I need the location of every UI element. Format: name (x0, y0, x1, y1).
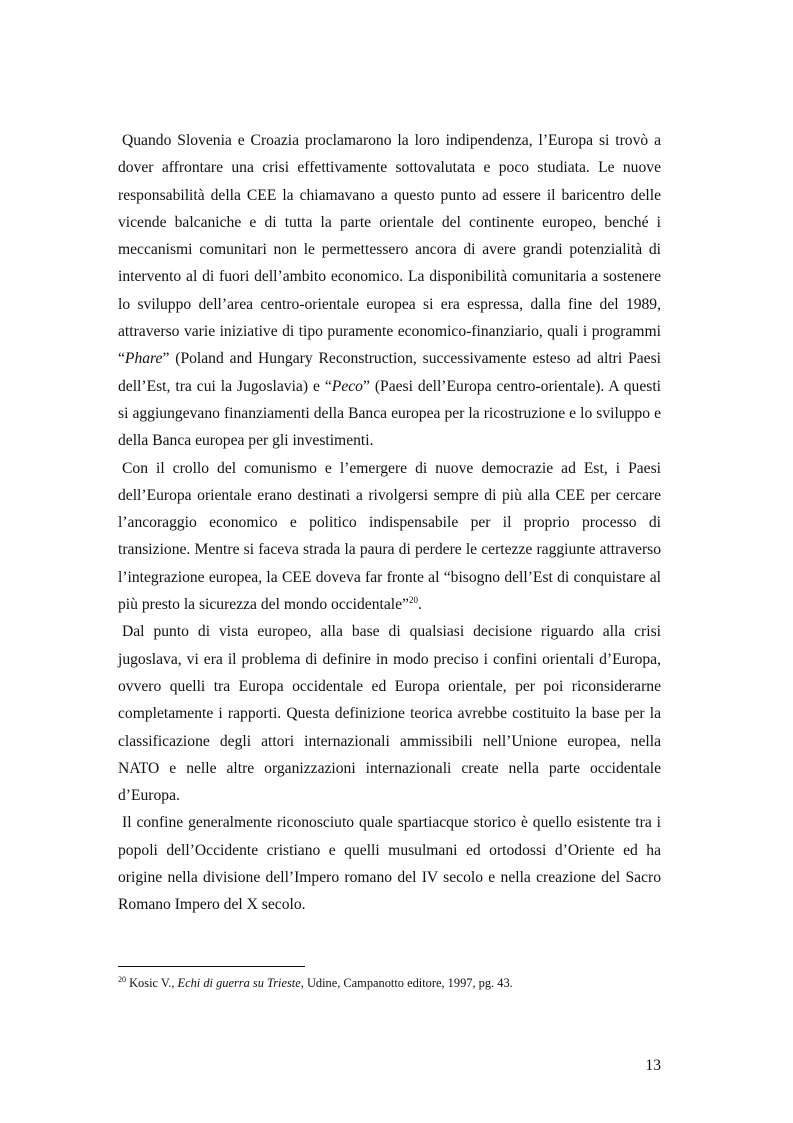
paragraph-3-text: Dal punto di vista europeo, alla base di qualsiasi decisione riguardo alla crisi jugoslava, vi era il problema di definire in modo preciso i confini orientali d’Europa, ovvero quelli tra Europa occidentale ed Europa orientale, per poi riconsiderarne completamente i rapporti. Questa definizione teorica avrebbe costituito la base per la classificazione degli attori internazionali ammissibili nell’Unione europea, nella NATO e nelle altre organizzazioni internazionali create nella parte occidentale d’Europa. (118, 623, 661, 805)
paragraph-1-text-b: ” (Poland and Hungary Reconstruction, successivamente esteso ad altri Paesi dell’Est, tra cui la Jugoslavia) e “ (118, 350, 661, 395)
paragraph-2-tail: . (417, 596, 422, 614)
footnote-reference[interactable]: 20 (408, 594, 418, 605)
paragraph-3 (118, 618, 661, 809)
footnote-details: , Udine, Campanotto editore, 1997, pg. 43. (300, 976, 513, 990)
footnote-number: 20 (118, 974, 126, 984)
peco-program-name: Peco (331, 377, 363, 395)
footnote (118, 975, 661, 991)
footnote-author: Kosic V. (126, 976, 172, 990)
paragraph-1-text-c: ” (Paesi dell’Europa centro-orientale). A questi si aggiungevano finanziamenti della Banca europea per la ricostruzione e lo sviluppo e della Banca europea per gli investimenti. (118, 377, 661, 450)
footnote-separator (118, 966, 305, 967)
paragraph-4 (118, 809, 661, 918)
page-number: 13 (645, 1057, 661, 1074)
phare-program-name: Phare (124, 350, 163, 368)
paragraph-1-text-a: Quando Slovenia e Croazia proclamarono la loro indipendenza, l’Europa si trovò a dover affrontare una crisi effettivamente sottovalutata e poco studiata. Le nuove responsabilità della CEE la chiamavano a questo punto ad essere il baricentro delle vicende balcaniche e di tutta la parte orientale del continente europeo, benché i meccanismi comunitari non le permettessero ancora di avere grandi potenzialità di intervento al di fuori dell’ambito economico. La disponibilità comunitaria a sostenere lo sviluppo dell’area centro-orientale europea si era espressa, dalla fine del 1989, attraverso varie iniziative di tipo puramente economico-finanziario, quali i programmi “ (118, 132, 661, 368)
paragraph-2 (118, 455, 661, 619)
paragraph-2-text: Con il crollo del comunismo e l’emergere di nuove democrazie ad Est, i Paesi dell’Europa orientale erano destinati a rivolgersi sempre di più alla CEE per cercare l’ancoraggio economico e politico indispensabile per il proprio processo di transizione. Mentre si faceva strada la paura di perdere le certezze raggiunte attraverso l’integrazione europea, la CEE doveva far fronte al “bisogno dell’Est di conquistare al più presto la sicurezza del mondo occidentale” (118, 459, 661, 614)
footnote-title: , Echi di guerra su Trieste (171, 976, 301, 990)
paragraph-1 (118, 127, 661, 455)
main-text (118, 127, 661, 919)
paragraph-4-text: Il confine generalmente riconosciuto quale spartiacque storico è quello esistente tra i popoli dell’Occidente cristiano e quelli musulmani ed ortodossi d’Oriente ed ha origine nella divisione dell’Impero romano del IV secolo e nella creazione del Sacro Romano Impero del X secolo. (118, 814, 661, 914)
